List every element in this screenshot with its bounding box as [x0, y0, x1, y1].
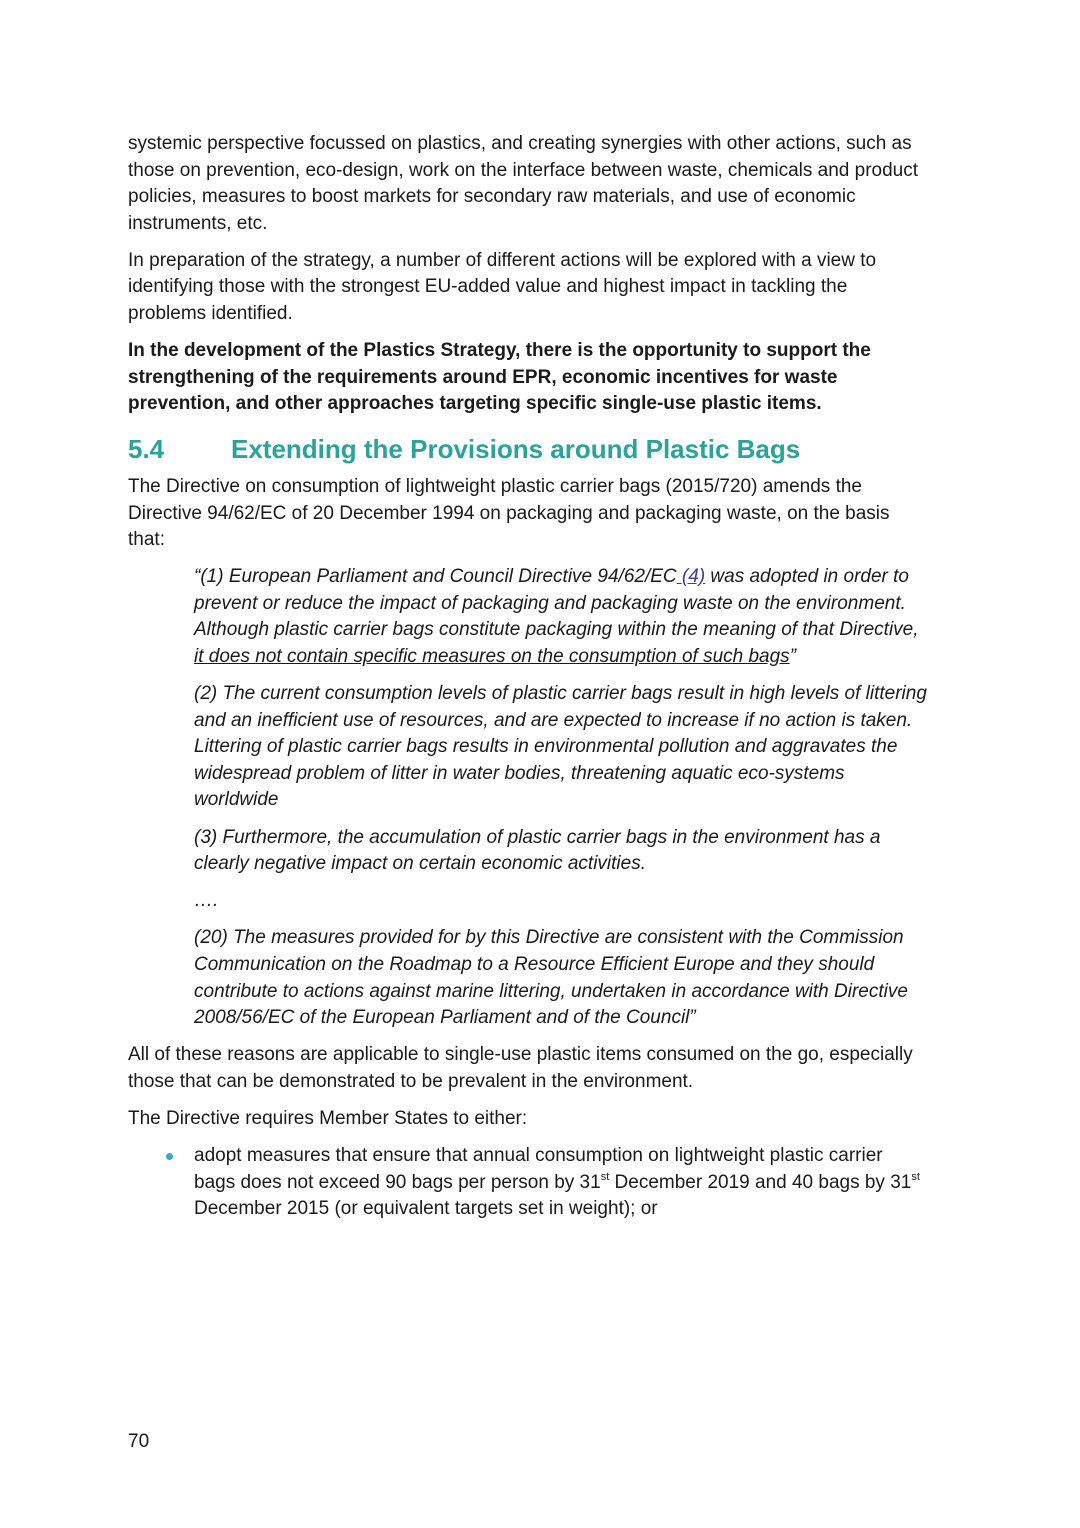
key-message-paragraph: In the development of the Plastics Strategy, there is the opportunity to support the strengthening of the requirements around EPR, economic incentives for waste prevention, and other approaches targeting specific single-use plastic items. — [128, 340, 871, 415]
quote-recital-1 — [194, 564, 928, 670]
section-title: Extending the Provisions around Plastic Bags — [231, 433, 801, 464]
list-item — [128, 1143, 928, 1223]
quote-recital-3: (3) Furthermore, the accumulation of plastic carrier bags in the environment has a clearly negative impact on certain economic activities. — [194, 826, 881, 875]
body-paragraph: systemic perspective focussed on plastics, and creating synergies with other actions, such as those on prevention, eco-design, work on the interface between waste, chemicals and product policies, measures to boost markets for secondary raw materials, and use of economic instruments, etc. — [128, 133, 919, 234]
underlined-text: it does not contain specific measures on the consumption of such bags — [194, 646, 790, 667]
requirements-list — [128, 1143, 928, 1223]
superscript: st — [600, 1170, 610, 1183]
list-item-text: December 2015 (or equivalent targets set in weight); or — [194, 1198, 658, 1220]
section-intro: The Directive on consumption of lightweight plastic carrier bags (2015/720) amends the Directive 94/62/EC of 20 December 1994 on packaging and packaging waste, on the basis that: — [128, 475, 890, 551]
quote-text: ” — [789, 646, 797, 667]
bullet-icon — [166, 1153, 173, 1160]
body-paragraph: In preparation of the strategy, a number of different actions will be explored with a view to identifying those with the strongest EU-added value and highest impact in tackling the problems identified. — [128, 249, 877, 325]
quote-text: was adopted in order to prevent or reduce the impact of packaging and packaging waste on the environment. Although plastic carrier bags constitute packaging within the meaning of that Directive, — [194, 566, 919, 641]
list-item-text: adopt measures that ensure that annual consumption on lightweight plastic carrier bags does not exceed 90 bags per person by 31 — [194, 1145, 883, 1193]
body-paragraph: All of these reasons are applicable to single-use plastic items consumed on the go, especially those that can be demonstrated to be prevalent in the environment. — [128, 1044, 913, 1092]
page-number: 70 — [128, 1431, 150, 1452]
section-heading — [128, 432, 928, 466]
footnote-link[interactable]: (4) — [676, 566, 706, 588]
directive-quote — [194, 564, 928, 1032]
quote-recital-20: (20) The measures provided for by this Directive are consistent with the Commission Communication on the Roadmap to a Resource Efficient Europe and they should contribute to actions against marine littering, undertaken in accordance with Directive 2008/56/EC of the European Parliament and of the Council” — [194, 927, 908, 1029]
body-paragraph: The Directive requires Member States to either: — [128, 1107, 528, 1129]
quote-text: “(1) European Parliament and Council Directive 94/62/EC — [194, 566, 677, 588]
superscript: st — [911, 1170, 920, 1183]
list-item-text: December 2019 and 40 bags by 31 — [609, 1171, 912, 1193]
quote-ellipsis: …. — [194, 890, 219, 912]
quote-recital-2: (2) The current consumption levels of plastic carrier bags result in high levels of littering and an inefficient use of resources, and are expected to increase if no action is taken. Littering of plastic carrier bags results in environmental pollution and aggravates the widespread problem of litter in water bodies, threatening aquatic eco-systems worldwide — [194, 683, 927, 811]
document-page — [128, 131, 928, 1223]
section-number: 5.4 — [128, 433, 165, 464]
